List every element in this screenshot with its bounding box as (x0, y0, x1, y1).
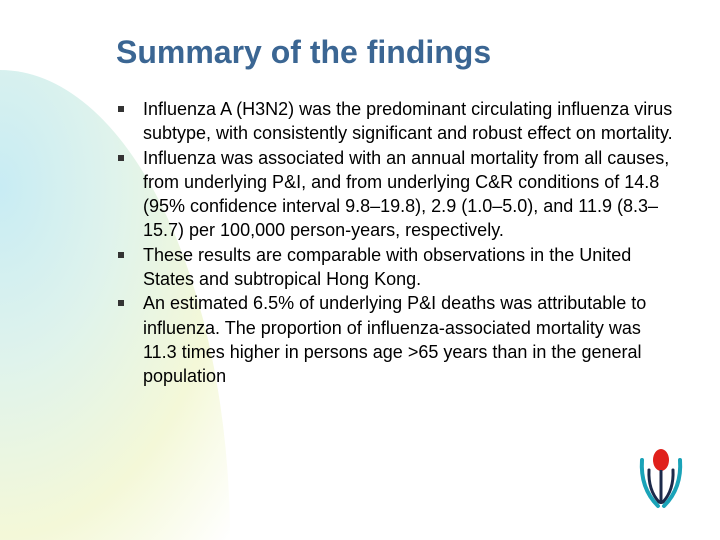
organization-logo-icon (636, 440, 686, 510)
list-item (118, 146, 678, 243)
square-bullet-icon (118, 300, 124, 306)
bullet-text: An estimated 6.5% of underlying P&I deaths was attributable to influenza. The proportion of influenza-associated mortality was 11.3 times higher in persons age >65 years than in the general population (143, 293, 647, 387)
square-bullet-icon (118, 155, 124, 161)
slide-title: Summary of the findings (116, 34, 492, 70)
list-item (118, 291, 678, 388)
list-item (118, 97, 678, 146)
square-bullet-icon (118, 252, 124, 258)
list-item (118, 243, 678, 292)
bullet-text: Influenza was associated with an annual mortality from all causes, from underlying P&I, and from underlying C&R conditions of 14.8 (95% confidence interval 9.8–19.8), 2.9 (1.0–5.0), and 11.9 (8.3–15.7) per 100,000 person-years, respectively. (143, 147, 670, 241)
bullet-list (118, 97, 678, 389)
square-bullet-icon (118, 106, 124, 112)
bullet-text: These results are comparable with observations in the United States and subtropical Hong Kong. (143, 244, 632, 290)
bullet-text: Influenza A (H3N2) was the predominant circulating influenza virus subtype, with consistently significant and robust effect on mortality. (143, 99, 673, 144)
